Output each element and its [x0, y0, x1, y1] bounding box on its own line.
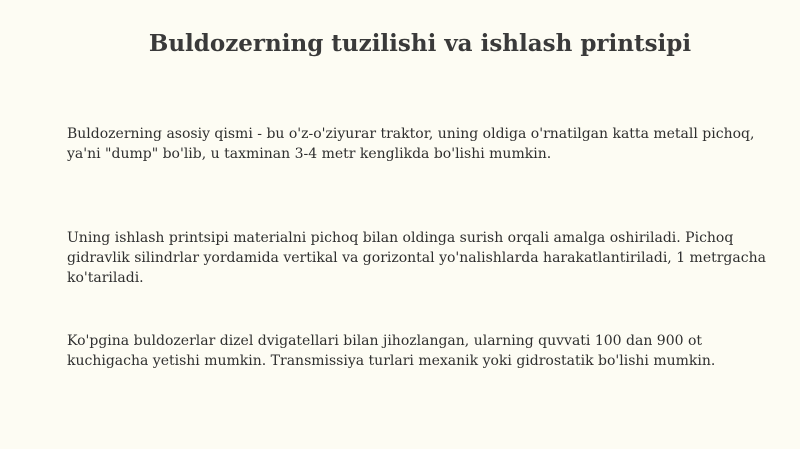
paragraph-engine: Ko'pgina buldozerlar dizel dvigatellari bilan jihozlangan, ularning quvvati 100 dan 900 ot kuchigacha yetishi mumkin. Transmissiya turlari mexanik yoki gidrostatik bo'lishi mumkin. — [67, 333, 716, 369]
paragraph-operation: Uning ishlash printsipi materialni pichoq bilan oldinga surish orqali amalga oshiriladi. Pichoq gidravlik silindrlar yordamida vertikal va gorizontal yo'nalishlarda harakatlantiriladi, 1 metrgacha ko'tariladi. — [67, 230, 766, 286]
slide-title: Buldozerning tuzilishi va ishlash printsipi — [148, 30, 692, 57]
paragraph-structure: Buldozerning asosiy qismi - bu o'z-o'ziyurar traktor, uning oldiga o'rnatilgan katta metall pichoq, ya'ni "dump" bo'lib, u taxminan 3-4 metr kenglikda bo'lishi mumkin. — [67, 126, 755, 162]
